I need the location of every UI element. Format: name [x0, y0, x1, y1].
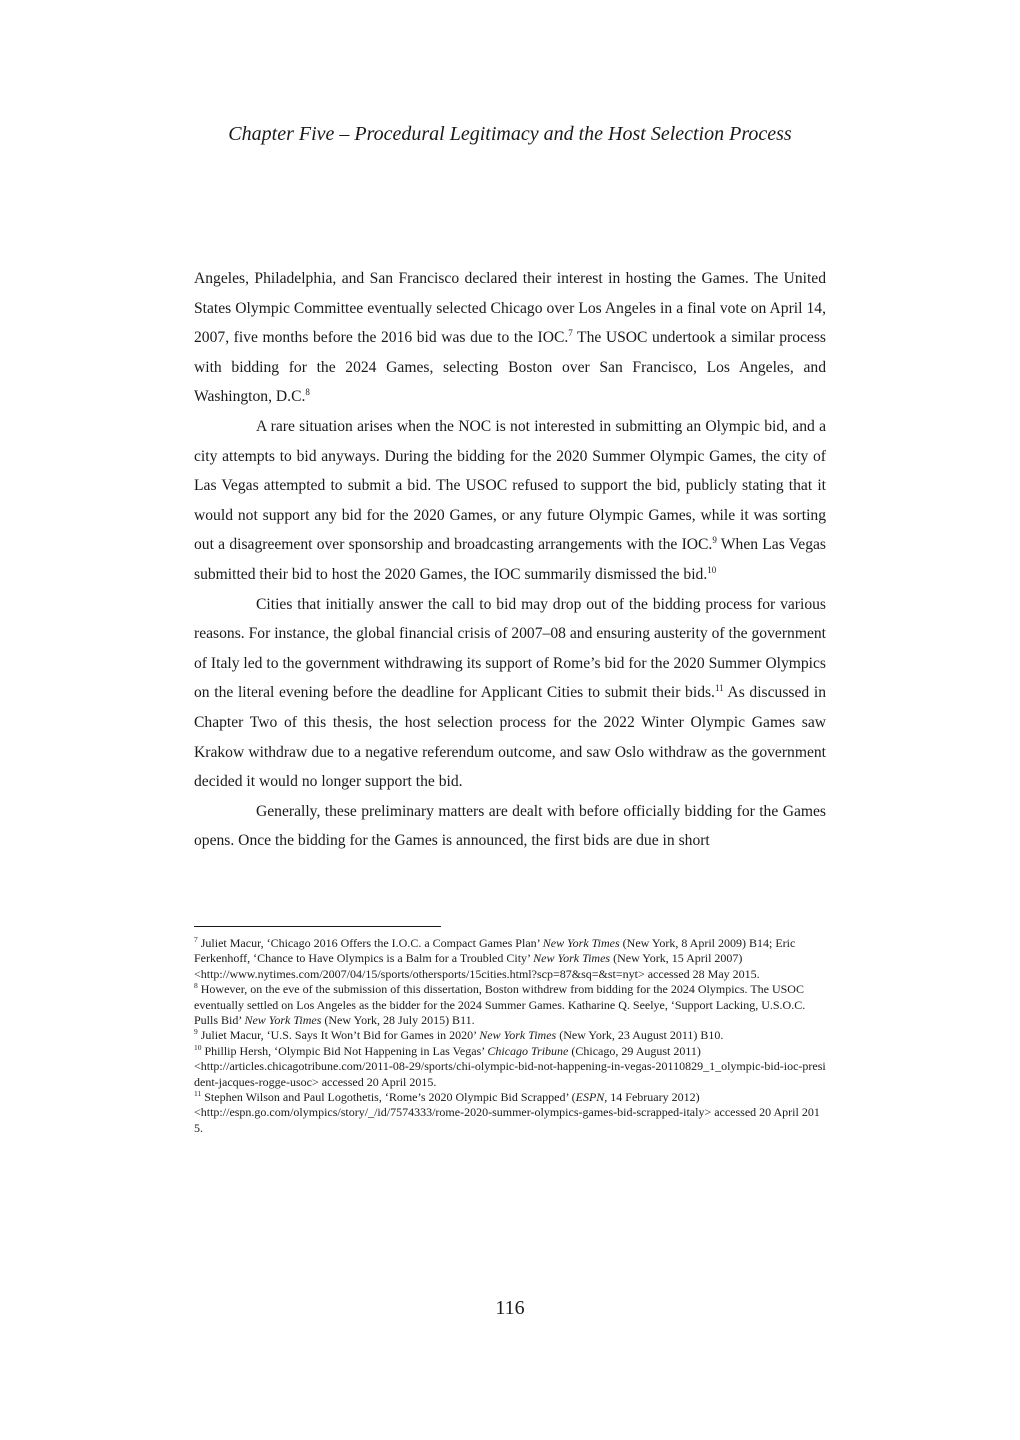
paragraph-2: A rare situation arises when the NOC is not interested in submitting an Olympic bid, and a city attempts to bid anyways. During the bidding for the 2020 Summer Olympic Games, the city of Las Vegas attempted to submit a bid. The USOC refused to support the bid, publicly stating that it would not support any bid for the 2020 Games, or any future Olympic Games, while it was sorting out a disagreement over sponsorship and broadcasting arrangements with the IOC.$^9$ When Las Vegas submitted their bid to host the 2020 Games, the IOC summarily dismissed the bid.$^{10}$ — [194, 417, 826, 583]
body-text — [194, 264, 826, 856]
running-header: Chapter Five – Procedural Legitimacy and the Host Selection Process — [228, 123, 792, 145]
paragraph-4: Generally, these preliminary matters are dealt with before officially bidding for the Games opens. Once the bidding for the Games is announced, the first bids are due in short — [194, 802, 826, 850]
footnote-ref-7[interactable]: 7 — [568, 328, 573, 339]
footnote-8: $^8$ However, on the eve of the submission of this dissertation, Boston withdrew from bidding for the 2024 Olympics. The USOC eventually settled on Los Angeles as the bidder for the 2024 Summer Games. Katharine Q. Seelye, ‘Support Lacking, U.S.O.C. Pulls Bid’ New York Times (New York, 28 July 2015) B11. — [194, 981, 806, 1028]
footnote-10-url[interactable]: <http://articles.chicagotribune.com/2011-08-29/sports/chi-olympic-bid-not-happening-in-vegas-20110829_1_olympic-bid-ioc-president-jacques-rogge-usoc> accessed 20 April 2015. — [194, 1059, 826, 1089]
footnote-ref-10[interactable]: 10 — [707, 564, 717, 575]
paragraph-1: Angeles, Philadelphia, and San Francisco declared their interest in hosting the Games. The United States Olympic Committee eventually selected Chicago over Los Angeles in a final vote on April 14, 2007, five months before the 2016 bid was due to the IOC.$^7$ The USOC undertook a similar process with bidding for the 2024 Games, selecting Boston over San Francisco, Los Angeles, and Washington, D.C.$^8$ — [194, 270, 826, 406]
footnote-separator — [194, 926, 441, 927]
footnotes — [194, 936, 826, 1136]
footnote-11: $^{11}$ Stephen Wilson and Paul Logothetis, ‘Rome’s 2020 Olympic Bid Scrapped’ (ESPN, 14 February 2012) <http://espn.go.com/olympics/story/_/id/7574333/rome-2020-summer-olympics-games-bid-scrapped-italy> accessed 20 April 2015. — [194, 1089, 820, 1135]
footnote-9: $^9$ Juliet Macur, ‘U.S. Says It Won’t Bid for Games in 2020’ New York Times (New York, 23 August 2011) B10. — [194, 1027, 724, 1043]
footnote-ref-9[interactable]: 9 — [712, 535, 717, 546]
footnote-ref-11[interactable]: 11 — [714, 683, 724, 694]
footnote-11-url[interactable]: <http://espn.go.com/olympics/story/_/id/7574333/rome-2020-summer-olympics-games-bid-scrapped-italy> accessed 20 April 2015. — [194, 1105, 820, 1135]
page-number: 116 — [495, 1297, 525, 1319]
footnote-ref-8[interactable]: 8 — [305, 387, 310, 398]
footnote-7: $^7$ Juliet Macur, ‘Chicago 2016 Offers the I.O.C. a Compact Games Plan’ New York Times (New York, 8 April 2009) B14; Eric Ferkenhoff, ‘Chance to Have Olympics is a Balm for a Troubled City’ New York Times (New York, 15 April 2007) <http://www.nytimes.com/2007/04/15/sports/othersports/15cities.html?scp=87&sq=&st=nyt> accessed 28 May 2015. — [194, 935, 796, 981]
paragraph-3: Cities that initially answer the call to bid may drop out of the bidding process for various reasons. For instance, the global financial crisis of 2007–08 and ensuring austerity of the government of Italy led to the government withdrawing its support of Rome’s bid for the 2020 Summer Olympics on the literal evening before the deadline for Applicant Cities to submit their bids.$^{11}$ As discussed in Chapter Two of this thesis, the host selection process for the 2022 Winter Olympic Games saw Krakow withdraw due to a negative referendum outcome, and saw Oslo withdraw as the government decided it would no longer support the bid. — [194, 595, 826, 791]
footnote-7-url[interactable]: <http://www.nytimes.com/2007/04/15/sports/othersports/15cities.html?scp=87&sq=&st=nyt> accessed 28 May 2015. — [194, 966, 760, 981]
footnote-10: $^{10}$ Phillip Hersh, ‘Olympic Bid Not Happening in Las Vegas’ Chicago Tribune (Chicago, 29 August 2011) <http://articles.chicagotribune.com/2011-08-29/sports/chi-olympic-bid-not-happening-in-vegas-20110829_1_olympic-bid-ioc-president-jacques-rogge-usoc> accessed 20 April 2015. — [194, 1042, 826, 1089]
